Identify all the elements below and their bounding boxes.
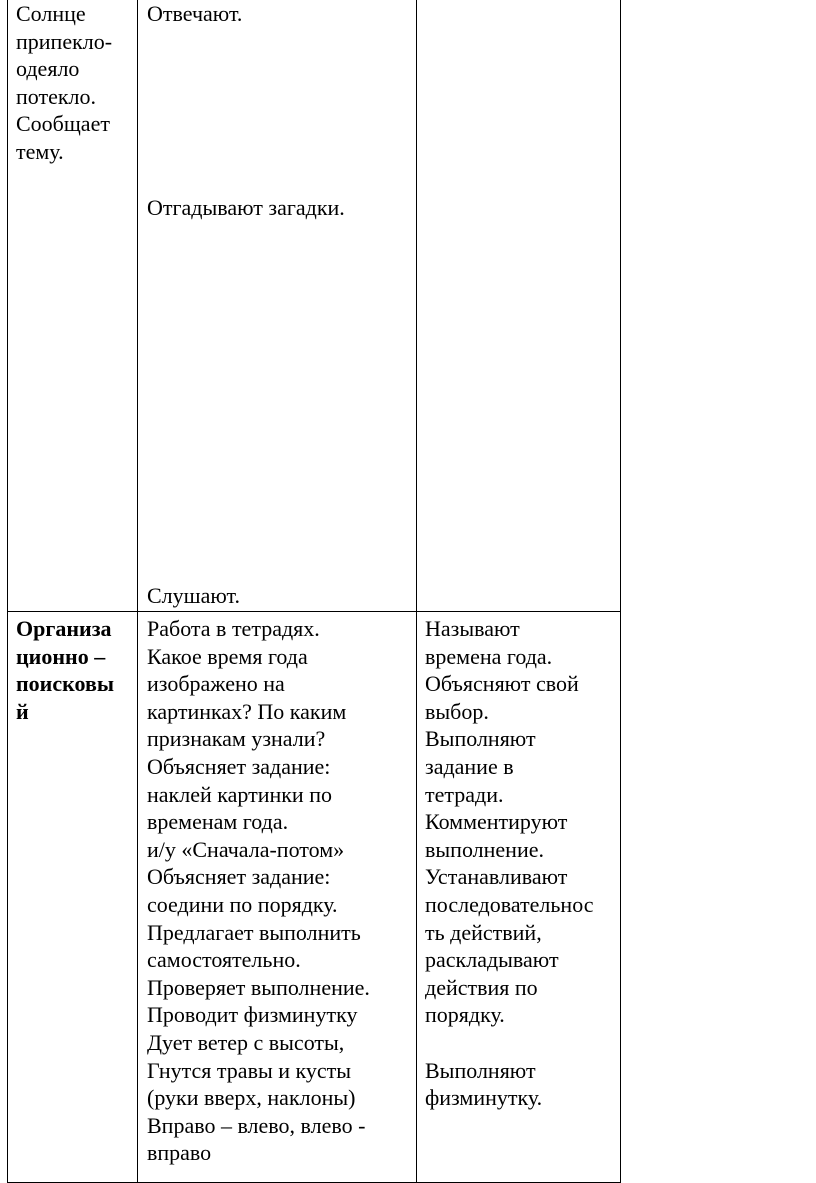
row1-teacher-cell (137, 0, 417, 612)
row2-students-text: Называют времена года. Объясняют свой выбор. Выполняют задание в тетради. Комментируют выполнение. Устанавливают последовательнос ть действий, раскладывают действия по порядку. Выполняют физминутку. (425, 616, 594, 1111)
row2-stage-text: Организа ционно – поисковы й (16, 616, 115, 724)
row1-teacher-text-top: Отвечают. (147, 1, 243, 26)
row1-teacher-text-mid: Отгадывают загадки. (147, 195, 345, 220)
row2-teacher-text: Работа в тетрадях. Какое время года изображено на картинках? По каким признакам узнали? Объясняет задание: наклей картинки по временам года. и/у «Сначала-потом» Объясняет задание: соедини по порядку. Предлагает выполнить самостоятельно. Проверяет выполнение. Проводит физминутку Дует ветер с высоты, Гнутся травы и кусты (руки вверх, наклоны) Вправо – влево, влево - вправо (147, 616, 370, 1166)
row1-teacher-text-bottom: Слушают. (147, 583, 240, 608)
row1-stage-text: Солнце припекло- одеяло потекло. Сообщает тему. (16, 1, 113, 164)
row1-students-cell (416, 0, 621, 612)
